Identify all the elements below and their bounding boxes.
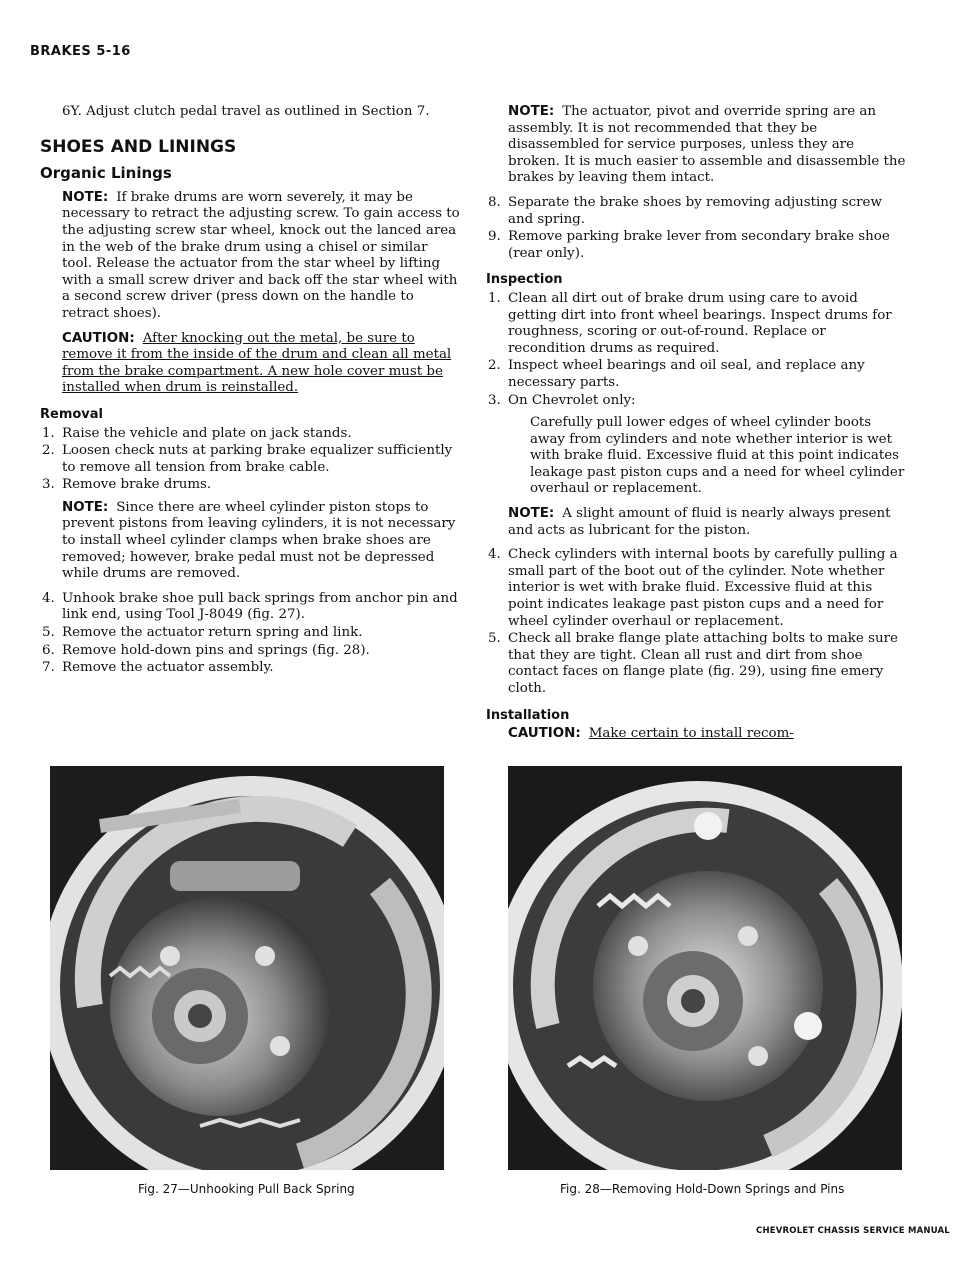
caution-text: After knocking out the metal, be sure to remove it from the inside of the drum and clean all metal from the brake compartment. A new hole cover must be installed when drum is reinstalled. xyxy=(62,330,452,396)
caution-remove-metal xyxy=(40,331,460,397)
list-item: 5. Check all brake flange plate attaching bolts to make sure that they are tight. Clean all rust and dirt from shoe contact faces on flange plate (fig. 29), using fine emery cloth. xyxy=(488,631,898,696)
page-footer: CHEVROLET CHASSIS SERVICE MANUAL xyxy=(756,1226,950,1236)
detail-text: Carefully pull lower edges of wheel cylinder boots away from cylinders and note whether interior is wet with brake fluid. Excessive fluid at this point indicates leakage past piston cups and a need for wheel cylinder overhaul or replacement. xyxy=(530,415,905,497)
note-actuator-assembly xyxy=(486,104,906,187)
figure-28-caption: Fig. 28—Removing Hold-Down Springs and Pins xyxy=(560,1182,845,1196)
list-item: 8. Separate the brake shoes by removing adjusting screw and spring. xyxy=(488,194,882,227)
section-title: SHOES AND LININGS xyxy=(40,136,237,157)
note-label: NOTE: xyxy=(508,506,555,522)
list-item: 4. Check cylinders with internal boots by carefully pulling a small part of the boot out of the cylinder. Note whether interior is wet with brake fluid. Excessive fluid at this point indicates leakage past piston cups and a need for wheel cylinder overhaul or replacement. xyxy=(488,547,898,629)
list-item: 5. Remove the actuator return spring and link. xyxy=(42,625,363,641)
caution-text: Make certain to install recom- xyxy=(588,726,794,742)
list-item: 3. On Chevrolet only: xyxy=(488,392,636,408)
list-item: 4. Unhook brake shoe pull back springs from anchor pin and link end, using Tool J-8049 (fig. 27). xyxy=(42,590,458,623)
list-item: 6. Remove hold-down pins and springs (fig. 28). xyxy=(42,642,370,658)
note-text: Since there are wheel cylinder piston stops to prevent pistons from leaving cylinders, it is not necessary to install wheel cylinder clamps when brake shoes are removed; however, brake pedal must not be depressed while drums are removed. xyxy=(62,499,456,582)
removal-heading: Removal xyxy=(40,406,104,422)
note-label: NOTE: xyxy=(62,189,109,205)
removal-steps-4-7 xyxy=(40,591,460,677)
note-label: NOTE: xyxy=(508,104,555,119)
note-text: The actuator, pivot and override spring are an assembly. It is not recommended that they be disassembled for service purposes, unless they are broken. It is much easier to assemble and disassemble the brakes by leaving them intact. xyxy=(508,104,906,186)
figure-27-caption: Fig. 27—Unhooking Pull Back Spring xyxy=(138,1182,355,1196)
right-column xyxy=(486,104,906,751)
removal-steps-8-9 xyxy=(486,195,906,262)
figure-28-photo xyxy=(508,766,902,1170)
caution-label: CAUTION: xyxy=(62,330,135,346)
list-item: 9. Remove parking brake lever from secondary brake shoe (rear only). xyxy=(488,229,890,261)
installation-heading: Installation xyxy=(486,707,570,723)
caution-label: CAUTION: xyxy=(508,726,581,742)
note-text: If brake drums are worn severely, it may be necessary to retract the adjusting screw. To gain access to the adjusting screw star wheel, knock out the lanced area in the web of the brake drum using a chisel or similar tool. Release the actuator from the star wheel by lifting with a small screw driver and back off the star wheel with a second screw driver (press down on the handle to retract shoes). xyxy=(62,189,460,321)
figure-27-photo xyxy=(50,766,444,1170)
caution-install xyxy=(486,726,906,743)
brake-assembly-photo xyxy=(50,766,444,1170)
intro-step: 6Y. Adjust clutch pedal travel as outlined in Section 7. xyxy=(62,104,430,119)
note-text: A slight amount of fluid is nearly always present and acts as lubricant for the piston. xyxy=(508,506,891,538)
list-item: 7. Remove the actuator assembly. xyxy=(42,660,274,676)
note-retract-adjusting-screw xyxy=(40,190,460,323)
note-wheel-cylinder-stops xyxy=(40,500,460,583)
page-header: BRAKES 5-16 xyxy=(30,44,131,59)
removal-steps-1-3 xyxy=(40,426,460,494)
brake-assembly-photo xyxy=(508,766,902,1170)
list-item: 2. Inspect wheel bearings and oil seal, and replace any necessary parts. xyxy=(488,358,865,390)
left-column xyxy=(40,104,460,683)
inspection-3-detail xyxy=(486,415,906,498)
list-item: 1. Clean all dirt out of brake drum using care to avoid getting dirt into front wheel bearings. Inspect drums for roughness, scoring or out-of-round. Replace or recondition drums as required. xyxy=(488,290,892,356)
note-fluid-lubricant xyxy=(486,506,906,539)
list-item: 1. Raise the vehicle and plate on jack stands. xyxy=(42,425,352,441)
list-item: 3. Remove brake drums. xyxy=(42,477,212,493)
note-label: NOTE: xyxy=(62,499,109,515)
subsection-title: Organic Linings xyxy=(40,164,172,183)
inspection-steps-1-3 xyxy=(486,291,906,409)
inspection-steps-4-5 xyxy=(486,547,906,697)
inspection-heading: Inspection xyxy=(486,272,563,288)
list-item: 2. Loosen check nuts at parking brake equalizer sufficiently to remove all tension from brake cable. xyxy=(42,443,453,475)
